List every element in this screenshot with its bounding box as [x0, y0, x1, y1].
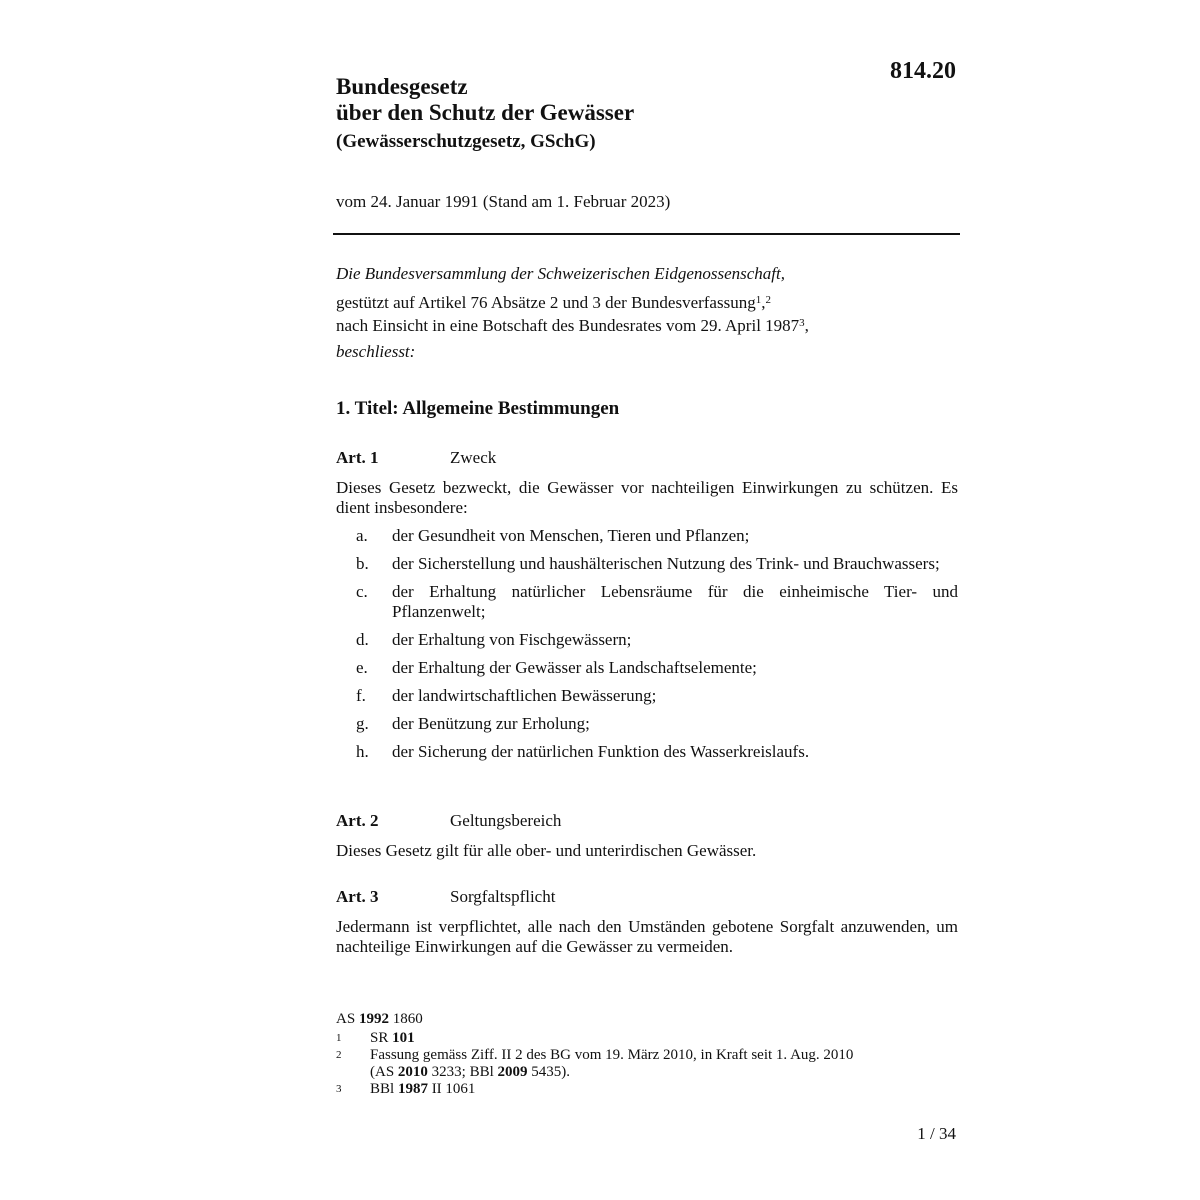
item-letter: f.: [356, 686, 366, 705]
article-number: Art. 1: [336, 448, 379, 467]
law-title: [336, 74, 856, 154]
footnote-ref-2[interactable]: 2: [765, 294, 771, 306]
footnote-text: [370, 1030, 415, 1047]
page-number: 1 / 34: [917, 1124, 956, 1143]
footnote-part: Fassung gemäss Ziff. II 2 des BG vom 19. März 2010, in Kraft seit 1. Aug. 2010: [370, 1047, 854, 1063]
list-item: [336, 742, 958, 762]
article-number: Art. 3: [336, 887, 379, 906]
footnote-mark: [336, 1064, 370, 1081]
item-text: der Gesundheit von Menschen, Tieren und Pflanzen;: [392, 526, 750, 545]
item-text: der Sicherstellung und haushälterischen Nutzung des Trink- und Brauchwassers;: [392, 554, 940, 573]
footnote-bold-part: 101: [392, 1030, 415, 1046]
preamble-message-text: nach Einsicht in eine Botschaft des Bundesrates vom 29. April 1987: [336, 316, 800, 335]
preamble-intro: Die Bundesversammlung der Schweizerischen Eidgenossenschaft,: [336, 264, 785, 283]
item-letter: h.: [356, 742, 369, 761]
title-divider: [333, 233, 960, 235]
preamble-basis-text: gestützt auf Artikel 76 Absätze 2 und 3 der Bundesverfassung: [336, 293, 756, 312]
as-ref-page: 1860: [388, 1011, 423, 1027]
list-item: [336, 714, 958, 734]
article-heading: Sorgfaltspflicht: [450, 887, 556, 906]
footnote-bold-part: 2010: [397, 1064, 428, 1080]
list-item: [336, 554, 958, 574]
item-letter: e.: [356, 658, 368, 677]
item-text: der landwirtschaftlichen Bewässerung;: [392, 686, 657, 705]
footnote-bold-part: 2009: [497, 1064, 528, 1080]
article-heading: Zweck: [450, 448, 497, 467]
title-line-2: über den Schutz der Gewässer: [336, 100, 635, 125]
list-item: [336, 526, 958, 546]
footnote-part: BBl: [370, 1081, 398, 1097]
item-text: der Erhaltung von Fischgewässern;: [392, 630, 632, 649]
as-ref-year: 1992: [358, 1011, 389, 1027]
article-text: Dieses Gesetz gilt für alle ober- und unterirdischen Gewässer.: [336, 841, 757, 860]
footnote-row: [336, 1047, 958, 1064]
list-item: [336, 686, 958, 706]
list-item: [336, 630, 958, 650]
article-header: [336, 811, 958, 831]
preamble-message-end: ,: [804, 316, 809, 335]
title-line-1: Bundesgesetz: [336, 74, 468, 99]
footnote-part: (AS: [370, 1064, 398, 1080]
list-item: [336, 582, 958, 622]
footnote-part: SR: [370, 1030, 393, 1046]
footnote-text: [370, 1081, 475, 1098]
footnote-ref-3[interactable]: 3: [799, 317, 805, 329]
list-item: [336, 658, 958, 678]
footnote-list: [336, 1030, 958, 1098]
preamble-message: [336, 313, 958, 336]
footnote-row: [336, 1064, 958, 1081]
article-header: [336, 448, 958, 468]
item-text: der Erhaltung der Gewässer als Landschaftselemente;: [392, 658, 757, 677]
item-text: der Erhaltung natürlicher Lebensräume für die einheimische Tier- und Pflanzenwelt;: [392, 582, 958, 621]
article-text: Jedermann ist verpflichtet, alle nach den Umständen gebotene Sorgfalt anzuwenden, um nachteilige Einwirkungen auf die Gewässer zu vermeiden.: [336, 917, 958, 956]
article-text: Dieses Gesetz bezweckt, die Gewässer vor nachteiligen Einwirkungen zu schützen. Es dient insbesondere:: [336, 478, 958, 517]
preamble-decides: beschliesst:: [336, 342, 416, 361]
footnote-ref-1[interactable]: 1: [755, 294, 762, 306]
item-letter: b.: [356, 554, 369, 573]
enactment-date: vom 24. Januar 1991 (Stand am 1. Februar 2023): [336, 192, 671, 211]
official-collection-ref: [336, 1011, 958, 1028]
footnote-mark: 2: [336, 1049, 342, 1061]
footnote-part: II 1061: [427, 1081, 476, 1097]
footnote-part: 3233; BBl: [427, 1064, 498, 1080]
item-letter: d.: [356, 630, 369, 649]
article-item-list: [336, 526, 958, 762]
footnote-part: 5435).: [527, 1064, 571, 1080]
footnote-mark: 3: [336, 1083, 342, 1095]
as-ref-prefix: AS: [336, 1011, 359, 1027]
article-1: [336, 448, 958, 770]
item-letter: c.: [356, 582, 368, 601]
article-header: [336, 887, 958, 907]
footnote-text: [370, 1047, 853, 1064]
footnote-text: [370, 1064, 570, 1081]
article-heading: Geltungsbereich: [450, 811, 562, 830]
footnote-row: [336, 1081, 958, 1098]
footnote-mark: 1: [336, 1032, 342, 1044]
item-letter: g.: [356, 714, 369, 733]
preamble: [336, 264, 958, 362]
section-title: 1. Titel: Allgemeine Bestimmungen: [336, 398, 620, 419]
footnote-ref-separator: ,: [761, 293, 766, 312]
footnotes: [336, 1011, 958, 1098]
article-2: [336, 811, 958, 861]
footnote-bold-part: 1987: [397, 1081, 428, 1097]
article-3: [336, 887, 958, 957]
item-letter: a.: [356, 526, 368, 545]
item-text: der Sicherung der natürlichen Funktion des Wasserkreislaufs.: [392, 742, 810, 761]
article-number: Art. 2: [336, 811, 379, 830]
footnote-row: [336, 1030, 958, 1047]
sr-number: 814.20: [890, 58, 956, 84]
item-text: der Benützung zur Erholung;: [392, 714, 590, 733]
preamble-basis: [336, 290, 958, 313]
title-short-name: (Gewässerschutzgesetz, GSchG): [336, 131, 596, 152]
